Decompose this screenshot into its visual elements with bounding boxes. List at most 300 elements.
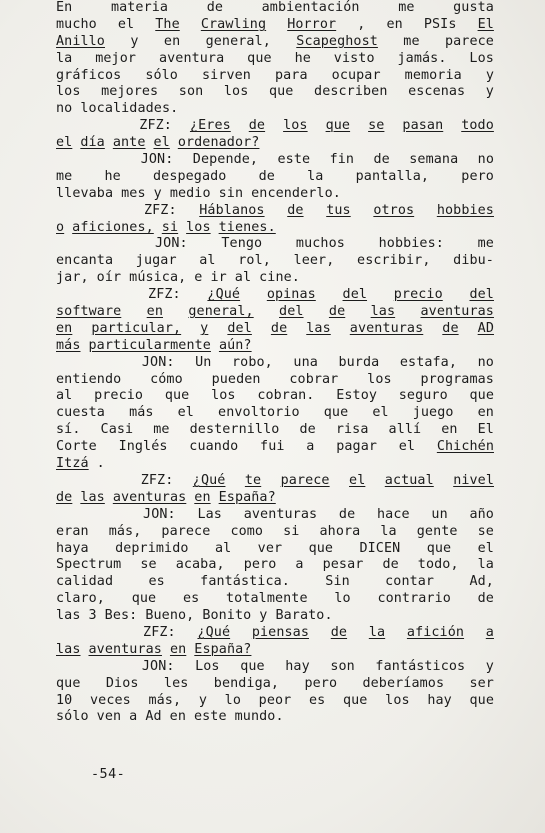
word: contar [385,574,435,590]
word: he [294,50,311,66]
word: que [164,388,190,404]
text-line [56,270,494,287]
word: ZFZ: [148,287,181,303]
word: JON: [155,236,188,252]
word: cobran. [257,388,315,404]
word: oír [96,270,122,286]
underlined-word: de [330,624,348,640]
word: jamás. [397,50,447,66]
text-line [56,557,494,574]
underlined-word: y [200,320,209,336]
word: leer, [293,253,335,269]
text-line [56,591,494,608]
underlined-word: se [368,118,385,134]
word: a [295,557,304,573]
word: , [357,16,366,32]
underlined-word: en [56,320,73,336]
text-line [56,709,494,726]
text-line [56,693,494,710]
indent [56,287,121,304]
word: este [277,152,311,168]
word: peor [258,692,292,708]
word: sin [218,185,244,201]
text-line [56,507,494,524]
word: en [386,16,403,32]
word: memoria [404,67,462,83]
underlined-word: los [283,118,308,134]
word: la [307,168,324,184]
word: mucho [56,16,97,32]
underlined-word: ¿Qué [192,472,226,488]
word: ahora [319,523,361,539]
text-line [56,236,494,253]
underlined-word: precio [393,287,443,303]
word: ser [469,675,494,691]
indent [56,203,121,220]
underlined-word: opinas [266,287,316,303]
text-line [56,220,494,237]
word: En [56,0,73,15]
word: que [426,540,452,556]
word: ocupar [331,67,381,83]
underlined-word: el [56,135,73,151]
word: los [367,371,392,387]
word: ZFZ: [143,624,176,640]
word: más [129,405,154,421]
word: que [247,50,272,66]
word: ambientación [261,0,360,15]
underlined-word: o [56,219,65,235]
text-line [56,118,494,135]
word: se [477,523,494,539]
word: programas [420,371,494,387]
word: juego [412,405,454,421]
word: hace [377,506,410,522]
text-line [56,405,494,422]
underlined-word: piensas [251,624,309,640]
word: precio [94,388,144,404]
underlined-word: aficiones, [72,219,154,235]
text-line [56,490,494,507]
word: despegado [153,168,227,184]
word: describen [314,84,388,100]
word: de [373,152,390,168]
word: entiendo [56,371,122,387]
word: Inglés [118,439,168,455]
word: los [56,84,81,100]
word: localidades. [80,101,179,117]
word: me [403,33,420,49]
word: los [223,84,249,100]
underlined-word: de [442,320,459,336]
word: pero [243,557,277,573]
underlined-word: Itzá [56,456,89,472]
underlined-word: todo [461,118,494,134]
underlined-word: España? [194,641,252,657]
word: que [131,591,157,607]
word: que [342,692,368,708]
text-line [56,439,494,456]
indent [56,625,121,642]
underlined-word: nivel [453,472,494,488]
word: visto [333,50,375,66]
word: si [283,523,300,539]
word: de [477,591,494,607]
word: que [268,84,294,100]
word: sí. [56,422,81,438]
word: y [130,33,139,49]
word: que [469,388,494,404]
text-line [56,152,494,169]
word: Estoy [336,388,378,404]
word: de [206,0,224,15]
word: Ad [145,709,162,725]
word: materia [110,0,169,15]
word: mejor [95,50,137,66]
text-line [56,101,494,118]
word: parece [161,523,211,539]
underlined-word: general, [188,304,254,320]
text-line [56,34,494,51]
word: se [140,557,157,573]
text-line [56,524,494,541]
word: Bes: [104,608,138,624]
underlined-word: las [56,641,81,657]
text-line [56,186,494,203]
word: llevaba [56,185,114,201]
underlined-word: actual [384,472,434,488]
word: lo [224,692,241,708]
word: Un [195,354,212,370]
word: Los [469,50,494,66]
word: muchos [295,236,345,252]
underlined-word: la [368,624,386,640]
word: Spectrum [56,557,122,573]
word: que [56,675,81,691]
word: veces [90,692,131,708]
underlined-word: The [155,16,180,32]
word: Depende, [192,152,259,168]
word: fantásticos [375,658,466,674]
word: a [129,709,138,725]
word: Bonito [202,608,252,624]
word: JON: [143,506,176,522]
word: hobbies: [378,236,444,252]
word: 3 [88,608,97,624]
word: Dios [105,675,139,691]
word: ZFZ: [139,118,172,134]
word: a [306,439,315,455]
word: más, [108,523,142,539]
underlined-word: tienes. [218,219,276,235]
underlined-word: Háblanos [199,202,265,218]
word: claro, [56,591,105,607]
word: pero [461,168,494,184]
word: dibu- [453,253,494,269]
word: cobrar [289,371,339,387]
text-line [56,169,494,186]
underlined-word: las [370,304,396,320]
word: Ad, [469,574,494,590]
word: JON: [140,152,174,168]
underlined-word: las [80,489,105,505]
word: pagar [336,439,378,455]
underlined-word: en [194,489,211,505]
word: sólo [56,709,89,725]
word: sirven [201,67,251,83]
word: mejores [101,84,159,100]
word: como [230,523,264,539]
underlined-word: parece [280,472,330,488]
underlined-word: las [306,320,331,336]
word: fui [260,439,285,455]
underlined-word: aventuras [112,489,187,505]
word: de [338,506,356,522]
word: en [169,709,186,725]
underlined-word: afición [406,624,465,640]
interview-text [56,0,494,726]
word: aventuras [243,506,318,522]
underlined-word: aventuras [420,304,494,320]
underlined-word: más [56,337,81,353]
underlined-word: Horror [287,16,337,32]
word: lo [334,591,351,607]
word: año [469,506,494,522]
word: jugar [135,253,177,269]
word: ven [96,709,122,725]
underlined-word: de [287,202,304,218]
word: ZFZ: [143,202,177,218]
underlined-word: particularmente [88,337,211,353]
text-line [56,388,494,405]
word: pesar [322,557,364,573]
word: el [177,405,194,421]
underlined-word: aún? [218,337,252,353]
underlined-word: software [56,304,122,320]
word: risa [335,422,369,438]
underlined-word: pasan [402,118,444,134]
underlined-word: del [342,287,368,303]
word: burda [338,354,380,370]
underlined-word: de [248,118,266,134]
word: de [258,168,275,184]
word: envoltorio [218,405,300,421]
indent [56,507,121,524]
word: pantalla, [355,168,430,184]
underlined-word: de [270,320,288,336]
underlined-word: otros [373,202,415,218]
underlined-word: ante [112,135,146,151]
word: al [56,388,73,404]
word: DICEN [359,540,401,556]
word: son [330,658,355,674]
word: y [153,185,162,201]
underlined-word: ¿Qué [197,624,231,640]
word: . [96,456,105,472]
text-line [56,84,494,101]
word: no [477,152,494,168]
word: me [56,168,73,184]
word: Los [195,658,220,674]
word: el [117,16,135,32]
word: para [274,67,308,83]
word: cuesta [56,405,105,421]
word: PSIs [423,16,457,32]
word: son [178,84,204,100]
indent [56,236,121,253]
underlined-word: te [244,472,262,488]
underlined-word: del [279,304,304,320]
word: general, [205,33,271,49]
word: allí [388,422,422,438]
word: JON: [141,354,175,370]
word: que [323,405,349,421]
indent [56,118,121,135]
indent [56,355,121,372]
word: que [469,692,494,708]
word: escenas [408,84,466,100]
word: rol, [238,253,271,269]
word: contrario [377,591,451,607]
text-line [56,203,494,220]
word: la [56,50,73,66]
word: todo, [417,557,459,573]
word: encanta [56,253,114,269]
text-line [56,456,494,473]
word: hay [427,692,452,708]
word: mundo. [234,709,284,725]
underlined-word: Anillo [56,33,105,49]
word: y [485,67,494,83]
word: es [182,591,200,607]
underlined-word: del [227,320,252,336]
word: que [308,540,334,556]
underlined-word: España? [218,489,276,505]
word: Bueno, [145,608,195,624]
text-line [56,372,494,389]
word: el [398,439,416,455]
word: no [477,354,494,370]
text-line [56,135,494,152]
word: al [199,253,216,269]
word: pero [304,675,338,691]
word: pueden [211,371,261,387]
word: el [477,540,494,556]
word: es [308,692,326,708]
word: El [477,422,494,438]
word: haya [56,540,89,556]
underlined-word: Chichén [436,439,494,455]
word: gusta [453,0,494,15]
word: y [485,84,494,100]
word: acaba, [175,557,225,573]
underlined-word: en [169,641,187,657]
word: Tengo [221,236,263,252]
underlined-word: a [485,624,494,640]
underlined-word: en [146,304,163,320]
underlined-word: el [349,472,366,488]
underlined-word: particular, [91,320,182,336]
word: bendiga, [213,675,280,691]
underlined-word: Scapeghost [296,33,378,49]
word: sólo [145,67,178,83]
text-line [56,321,494,338]
text-line [56,287,494,304]
word: la [380,523,397,539]
word: los [211,388,236,404]
word: Barato. [275,608,333,624]
indent [56,152,121,169]
word: más, [148,692,182,708]
word: deberíamos [362,675,445,691]
text-line [56,659,494,676]
underlined-word: aventuras [349,320,424,336]
text-line [56,574,494,591]
word: los [385,692,410,708]
word: desternillo [189,422,280,438]
word: robo, [232,354,273,370]
word: parece [444,33,494,49]
text-line [56,355,494,372]
word: totalmente [226,591,308,607]
page-number: -54- [91,767,126,782]
underlined-word: Crawling [200,16,267,32]
underlined-word: los [186,219,211,235]
word: Corte [56,439,97,455]
word: ZFZ: [140,472,174,488]
underlined-word: del [469,287,494,303]
word: gráficos [56,67,122,83]
word: de [299,422,316,438]
text-line [56,17,494,34]
underlined-word: AD [477,320,494,336]
word: no [56,101,73,117]
word: Las [197,506,222,522]
underlined-word: de [328,304,346,320]
underlined-word: que [325,118,351,134]
underlined-word: ¿Eres [189,118,231,134]
word: jar, [56,270,89,286]
word: música, [129,270,187,286]
word: Sin [325,574,350,590]
word: Casi [100,422,134,438]
word: semana [409,152,459,168]
underlined-word: ordenador? [177,135,260,151]
text-line [56,422,494,439]
text-line [56,642,494,659]
underlined-word: tus [326,202,351,218]
word: cuando [189,439,239,455]
word: 10 [56,692,73,708]
word: mes [121,185,146,201]
word: un [431,506,448,522]
text-line [56,304,494,321]
word: he [104,168,121,184]
word: ver [257,540,283,556]
word: cine. [259,270,300,286]
text-line [56,625,494,642]
word: fantástica. [200,574,290,590]
word: JON: [141,658,175,674]
word: calidad [56,574,114,590]
text-line [56,338,494,355]
word: la [477,557,494,573]
indent [56,659,121,676]
word: y [485,658,494,674]
indent [56,473,121,490]
underlined-word: el [153,135,170,151]
word: hay [285,658,310,674]
